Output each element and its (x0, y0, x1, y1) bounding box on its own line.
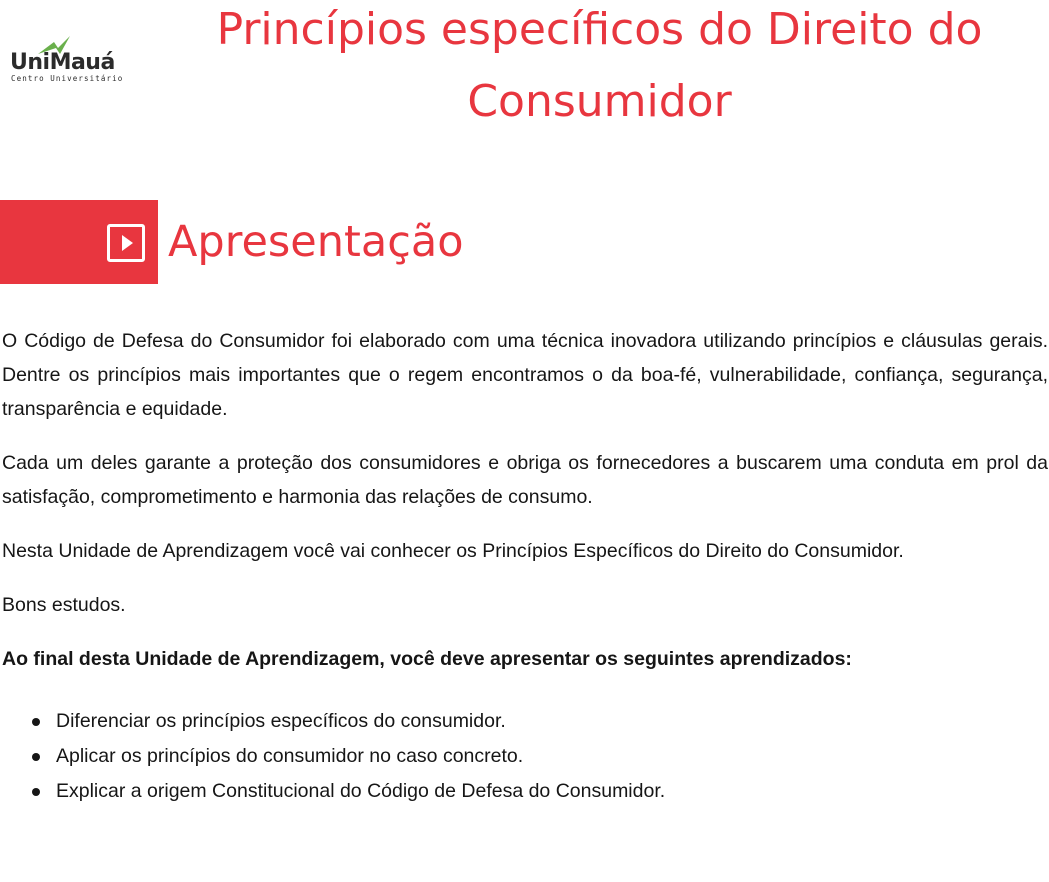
logo-subtitle: Centro Universitário (11, 74, 124, 83)
paragraph: Cada um deles garante a proteção dos consumidores e obriga os fornecedores a buscarem uma conduta em prol da satisfação, comprometimento e harmonia das relações de consumo. (2, 452, 1048, 508)
objectives-intro: Ao final desta Unidade de Aprendizagem, você deve apresentar os seguintes aprendizados: (2, 648, 852, 670)
list-item: Aplicar os princípios do consumidor no caso concreto. (56, 739, 1048, 774)
paragraph: Nesta Unidade de Aprendizagem você vai conhecer os Princípios Específicos do Direito do Consumidor. (2, 540, 904, 562)
section-content (2, 324, 1048, 809)
objectives-list (2, 704, 1048, 809)
paragraph: Bons estudos. (2, 594, 126, 616)
section-heading: Apresentação (168, 217, 464, 267)
play-square-icon (107, 224, 145, 262)
page-title: Princípios específicos do Direito do Consumidor (216, 4, 983, 127)
unimaua-logo (6, 36, 140, 86)
list-item: Diferenciar os princípios específicos do consumidor. (56, 704, 1048, 739)
logo-wordmark: UniMauá (10, 50, 115, 75)
list-item: Explicar a origem Constitucional do Código de Defesa do Consumidor. (56, 774, 1048, 809)
section-banner (0, 200, 158, 284)
paragraph: O Código de Defesa do Consumidor foi elaborado com uma técnica inovadora utilizando princípios e cláusulas gerais. Dentre os princípios mais importantes que o regem encontramos o da boa-fé, vulnerabilidade, confiança, segurança, transparência e equidade. (2, 330, 1048, 420)
